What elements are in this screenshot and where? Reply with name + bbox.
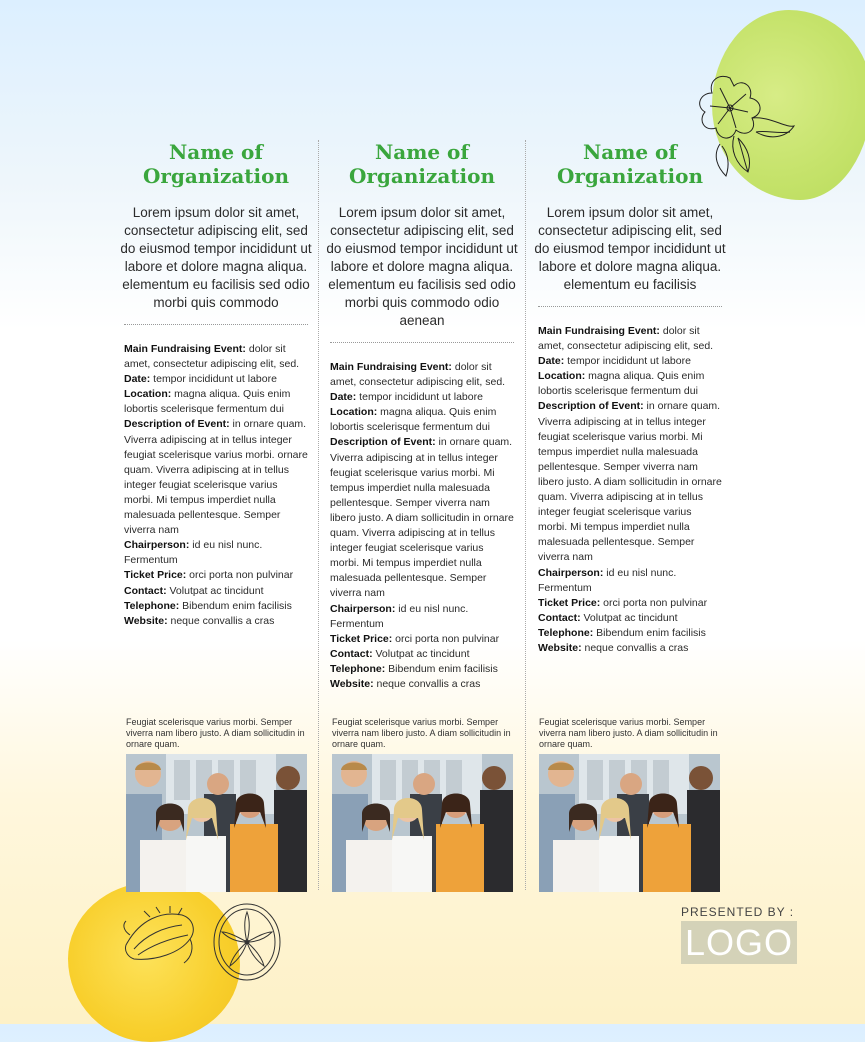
org-title [124, 140, 308, 188]
detail-location: Location: magna aliqua. Quis enim lobortis scelerisque fermentum dui [330, 406, 497, 434]
group-photo-icon [539, 754, 720, 892]
detail-location: Location: magna aliqua. Quis enim lobortis scelerisque fermentum dui [124, 388, 291, 416]
org-title [538, 140, 722, 188]
detail-website: Website: neque convallis a cras [538, 641, 689, 654]
org-title-line2: Organization [556, 164, 704, 188]
detail-contact: Contact: Volutpat ac tincidunt [538, 611, 678, 624]
group-photo [539, 754, 720, 892]
column-divider [318, 140, 319, 890]
detail-telephone: Telephone: Bibendum enim facilisis [538, 626, 706, 639]
detail-contact: Contact: Volutpat ac tincidunt [124, 584, 264, 597]
org-column-2 [326, 140, 518, 692]
sand-dollar-icon [210, 900, 284, 984]
dotted-rule [330, 342, 514, 343]
group-photo-icon [332, 754, 513, 892]
org-column-3 [534, 140, 726, 656]
detail-telephone: Telephone: Bibendum enim facilisis [330, 662, 498, 675]
org-intro: Lorem ipsum dolor sit amet, consectetur adipiscing elit, sed do eiusmod tempor incididunt ut labore et dolore magna aliqua. elementum eu facilisis sed odio morbi quis commodo odio aenean [326, 205, 518, 328]
detail-chairperson: Chairperson: id eu nisl nunc. Fermentum [330, 602, 469, 630]
detail-date: Date: tempor incididunt ut labore [330, 391, 483, 404]
event-details [538, 324, 722, 656]
detail-date: Date: tempor incididunt ut labore [124, 373, 277, 386]
seashell-icon [120, 905, 200, 969]
detail-telephone: Telephone: Bibendum enim facilisis [124, 599, 292, 612]
event-details [124, 342, 308, 629]
detail-website: Website: neque convallis a cras [124, 614, 275, 627]
detail-website: Website: neque convallis a cras [330, 677, 481, 690]
photo-caption: Feugiat scelerisque varius morbi. Semper viverra nam libero justo. A diam sollicitudin in ornare quam. [539, 717, 718, 749]
detail-chairperson: Chairperson: id eu nisl nunc. Fermentum [538, 566, 677, 594]
photo-caption: Feugiat scelerisque varius morbi. Semper viverra nam libero justo. A diam sollicitudin in ornare quam. [126, 717, 305, 749]
detail-main-event: Main Fundraising Event: dolor sit amet, consectetur adipiscing elit, sed. [538, 325, 714, 353]
photo-caption: Feugiat scelerisque varius morbi. Semper viverra nam libero justo. A diam sollicitudin in ornare quam. [332, 717, 511, 749]
detail-main-event: Main Fundraising Event: dolor sit amet, consectetur adipiscing elit, sed. [124, 343, 300, 371]
detail-ticket-price: Ticket Price: orci porta non pulvinar [330, 632, 500, 645]
event-details [330, 360, 514, 692]
group-photo-icon [126, 754, 307, 892]
org-title-line1: Name of [168, 140, 264, 164]
dotted-rule [124, 324, 308, 325]
dotted-rule [538, 306, 722, 307]
org-column-1 [120, 140, 312, 629]
sponsor-logo: LOGO [681, 921, 797, 964]
detail-description: Description of Event: in ornare quam. Viverra adipiscing at in tellus integer feugiat scelerisque varius morbi. ornare quam. Viverra adipiscing at in tellus integer feugiat scelerisque varius morbi. Mi tempus imperdiet nulla malesuada pellentesque. Semper viverra nam [124, 418, 308, 537]
detail-contact: Contact: Volutpat ac tincidunt [330, 647, 470, 660]
org-title-line1: Name of [582, 140, 678, 164]
detail-description: Description of Event: in ornare quam. Viverra adipiscing at in tellus integer feugiat scelerisque varius morbi. Mi tempus imperdiet nulla malesuada pellentesque. Semper viverra nam libero justo. A diam sollicitudin in ornare quam. Viverra adipiscing at in tellus integer feugiat scelerisque varius morbi. Mi tempus imperdiet nulla malesuada pellentesque. Semper viverra nam [330, 436, 514, 600]
group-photo [126, 754, 307, 892]
column-divider [525, 140, 526, 890]
org-intro: Lorem ipsum dolor sit amet, consectetur adipiscing elit, sed do eiusmod tempor incididunt ut labore et dolore magna aliqua. elementum eu facilisis sed odio morbi quis commodo [120, 205, 312, 310]
detail-description: Description of Event: in ornare quam. Viverra adipiscing at in tellus integer feugiat scelerisque varius morbi. Mi tempus imperdiet nulla malesuada pellentesque. Semper viverra nam libero justo. A diam sollicitudin in ornare quam. Viverra adipiscing at in tellus integer feugiat scelerisque varius morbi. Mi tempus imperdiet nulla malesuada pellentesque. Semper viverra nam [538, 400, 722, 564]
detail-location: Location: magna aliqua. Quis enim lobortis scelerisque fermentum dui [538, 370, 705, 398]
detail-ticket-price: Ticket Price: orci porta non pulvinar [538, 596, 708, 609]
detail-main-event: Main Fundraising Event: dolor sit amet, consectetur adipiscing elit, sed. [330, 361, 506, 389]
presented-by-label: PRESENTED BY : [681, 905, 795, 919]
detail-ticket-price: Ticket Price: orci porta non pulvinar [124, 569, 294, 582]
org-title-line1: Name of [374, 140, 470, 164]
org-title-line2: Organization [348, 164, 496, 188]
group-photo [332, 754, 513, 892]
detail-date: Date: tempor incididunt ut labore [538, 355, 691, 368]
org-title [330, 140, 514, 188]
detail-chairperson: Chairperson: id eu nisl nunc. Fermentum [124, 539, 263, 567]
org-intro: Lorem ipsum dolor sit amet, consectetur adipiscing elit, sed do eiusmod tempor incididunt ut labore et dolore magna aliqua. elementum eu facilisis [534, 205, 726, 292]
org-title-line2: Organization [142, 164, 290, 188]
